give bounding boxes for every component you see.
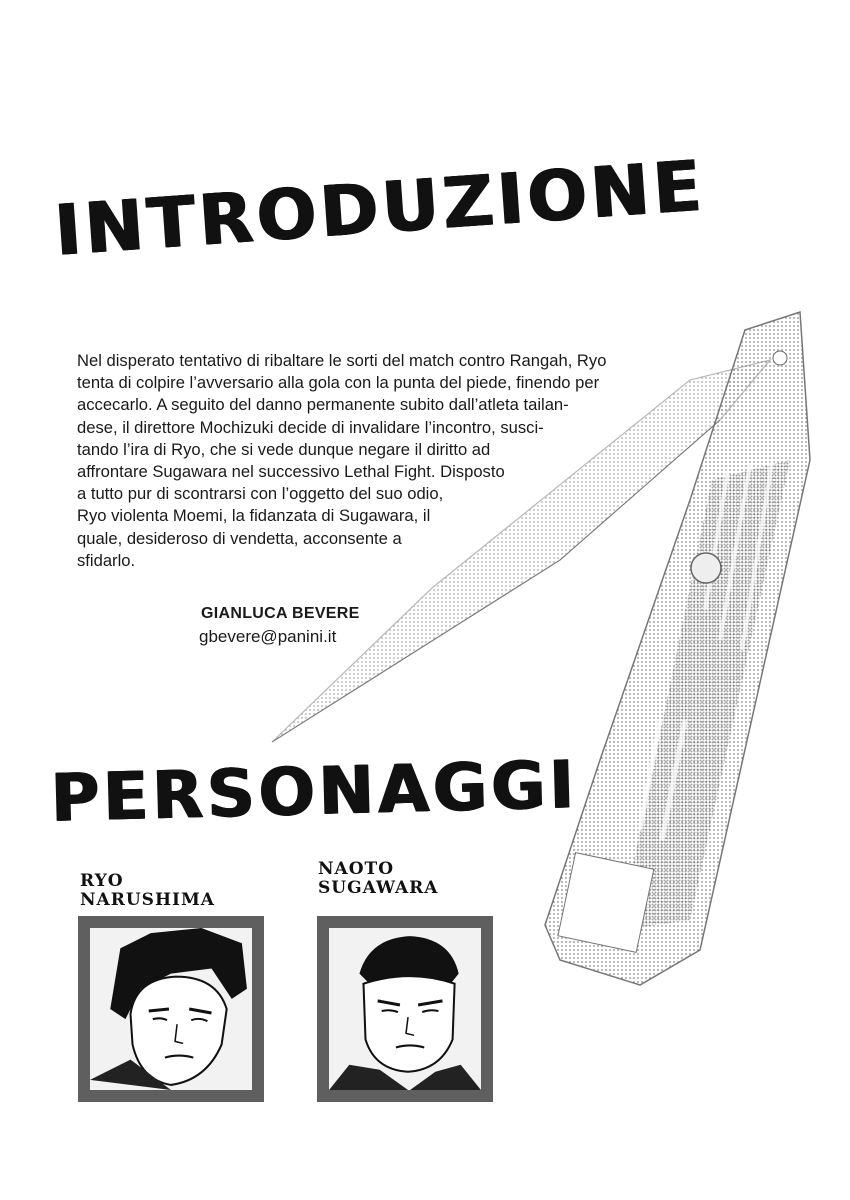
characters-heading: PERSONAGGI: [49, 746, 579, 837]
author-name: GIANLUCA BEVERE: [201, 605, 360, 622]
character-first-name: NAOTO: [318, 859, 394, 879]
naoto-portrait-drawing: [329, 928, 481, 1090]
paragraph-line: tenta di colpire l’avversario alla gola con la punta del piede, finendo per: [77, 373, 600, 393]
paragraph-line: Nel disperato tentativo di ribaltare le sorti del match contro Rangah, Ryo: [77, 351, 607, 370]
paragraph-line: quale, desideroso di vendetta, acconsente a: [77, 528, 402, 548]
character-last-name: SUGAWARA: [318, 878, 439, 898]
paragraph-line: Ryo violenta Moemi, la fidanzata di Sugawara, il: [77, 506, 431, 526]
character-first-name: RYO: [80, 871, 124, 891]
paragraph-line: tando l’ira di Ryo, che si vede dunque negare il diritto ad: [77, 439, 491, 459]
paragraph-line: sfidarlo.: [77, 550, 136, 570]
paragraph-line: accecarlo. A seguito del danno permanente subito dall’atleta tailan-: [77, 395, 569, 415]
introduction-paragraph: [77, 350, 677, 572]
portrait-ryo-narushima: [78, 916, 264, 1102]
introduction-heading: INTRODUZIONE: [52, 144, 708, 272]
paragraph-line: dese, il direttore Mochizuki decide di invalidare l’incontro, susci-: [77, 417, 544, 437]
paragraph-line: affrontare Sugawara nel successivo Lethal Fight. Disposto: [77, 462, 505, 482]
author-email: gbevere@panini.it: [199, 627, 337, 646]
portrait-naoto-sugawara: [317, 916, 493, 1102]
character-name-ryo: [80, 872, 215, 910]
ryo-portrait-drawing: [90, 928, 252, 1090]
paragraph-line: a tutto pur di scontrarsi con l’oggetto del suo odio,: [77, 484, 444, 504]
character-last-name: NARUSHIMA: [80, 890, 215, 910]
character-name-naoto: [318, 860, 438, 898]
